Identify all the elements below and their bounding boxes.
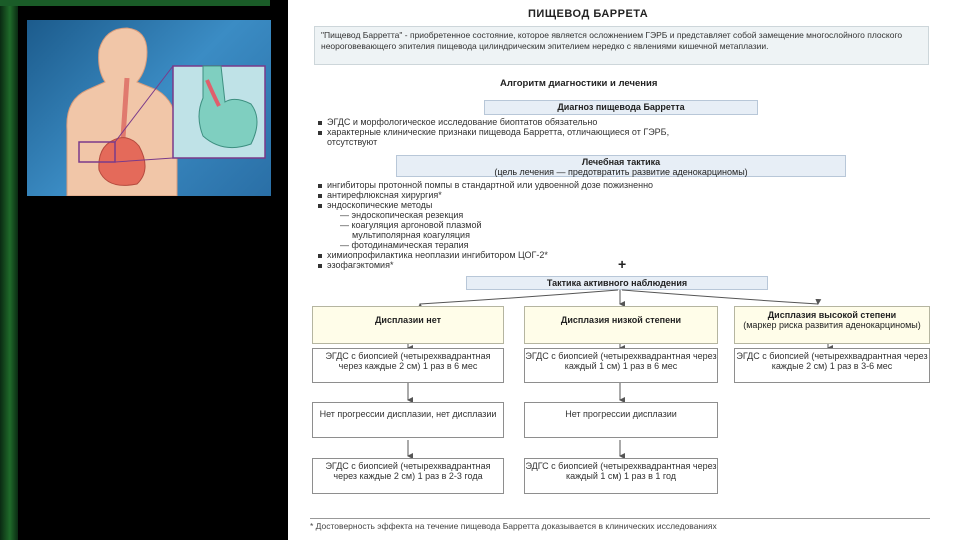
dysplasia-none-box: Дисплазии нет — [312, 306, 504, 344]
treatment-item: химиопрофилактика неоплазии ингибитором ЦОГ-2* — [318, 250, 548, 261]
treatment-header-title: Лечебная тактика — [581, 157, 661, 167]
bullet-icon — [318, 184, 322, 188]
treatment-header-subtitle: (цель лечения — предотвратить развитие аденокарциномы) — [494, 167, 748, 177]
definition-box: "Пищевод Барретта" - приобретенное состояние, которое является осложнением ГЭРБ и представляет собой замещение многослойного плоского неороговевающего эпителия пищевода цилиндрическим эпителием нередко с явлениями кишечной метаплазии. — [314, 26, 929, 65]
dysplasia-high-sublabel: (маркер риска развития аденокарциномы) — [743, 320, 921, 330]
diagnosis-header: Диагноз пищевода Барретта — [484, 100, 758, 115]
bullet-icon — [318, 121, 322, 125]
page-title: ПИЩЕВОД БАРРЕТА — [528, 8, 649, 20]
treatment-subitem: — фотодинамическая терапия — [340, 240, 469, 250]
treatment-item: эзофагэктомия* — [318, 260, 393, 271]
slide-accent-strip — [0, 0, 18, 540]
diagnosis-item: ЭГДС и морфологическое исследование биоптатов обязательно — [318, 117, 597, 128]
dysplasia-none-step1: ЭГДС с биопсией (четырехквадрантная через каждые 2 см) 1 раз в 6 мес — [312, 348, 504, 383]
treatment-header — [396, 155, 846, 177]
dysplasia-none-step3: ЭГДС с биопсией (четырехквадрантная через каждые 2 см) 1 раз в 2-3 года — [312, 458, 504, 494]
algorithm-title: Алгоритм диагностики и лечения — [500, 78, 658, 89]
bullet-icon — [318, 194, 322, 198]
dysplasia-low-step3: ЭДГС с биопсией (четырехквадрантная через каждый 1 см) 1 раз в 1 год — [524, 458, 718, 494]
dysplasia-high-label: Дисплазия высокой степени — [767, 310, 897, 320]
treatment-subitem: — эндоскопическая резекция — [340, 210, 464, 220]
dysplasia-high-step1: ЭГДС с биопсией (четырехквадрантная через каждые 2 см) 1 раз в 3-6 мес — [734, 348, 930, 383]
treatment-item: эндоскопические методы — [318, 200, 432, 211]
esophagus-illustration — [27, 20, 271, 196]
treatment-item: антирефлюксная хирургия* — [318, 190, 442, 201]
diagnosis-item-continuation: отсутствуют — [327, 137, 378, 147]
observation-header: Тактика активного наблюдения — [466, 276, 768, 290]
treatment-subitem: мультиполярная коагуляция — [352, 230, 470, 240]
bullet-icon — [318, 264, 322, 268]
treatment-item: ингибиторы протонной помпы в стандартной или удвоенной дозе пожизненно — [318, 180, 653, 191]
dysplasia-high-box — [734, 306, 930, 344]
diagnosis-item: характерные клинические признаки пищевода Барретта, отличающиеся от ГЭРБ, — [318, 127, 669, 138]
document-page — [288, 0, 960, 540]
footnote: * Достоверность эффекта на течение пищевода Барретта доказывается в клинических исследованиях — [310, 518, 930, 531]
bullet-icon — [318, 131, 322, 135]
bullet-icon — [318, 204, 322, 208]
treatment-subitem: — коагуляция аргоновой плазмой — [340, 220, 482, 230]
dysplasia-low-step1: ЭГДС с биопсией (четырехквадрантная через каждый 1 см) 1 раз в 6 мес — [524, 348, 718, 383]
slide-top-accent — [0, 0, 270, 6]
anatomy-drawing — [27, 20, 271, 196]
dysplasia-low-box: Дисплазия низкой степени — [524, 306, 718, 344]
dysplasia-none-step2: Нет прогрессии дисплазии, нет дисплазии — [312, 402, 504, 438]
bullet-icon — [318, 254, 322, 258]
dysplasia-low-step2: Нет прогрессии дисплазии — [524, 402, 718, 438]
plus-sign: + — [618, 256, 627, 272]
